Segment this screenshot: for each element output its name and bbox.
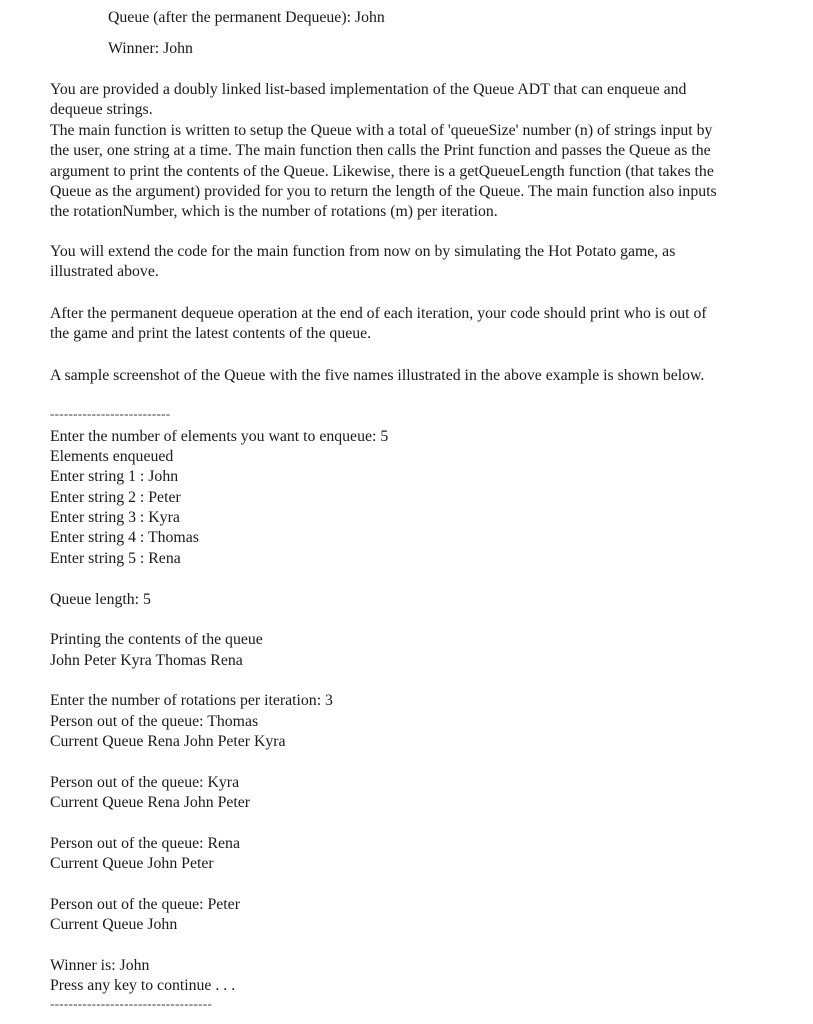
paragraph-line: illustrated above.: [50, 263, 159, 280]
separator-bottom: -----------------------------------: [50, 996, 213, 1011]
console-line: Enter string 2 : Peter: [50, 489, 181, 506]
console-line: Person out of the queue: Thomas: [50, 713, 259, 730]
paragraph-line: the user, one string at a time. The main function then calls the Print function and passes the Queue as the: [50, 142, 711, 159]
console-line: Enter the number of rotations per iteration: 3: [50, 692, 333, 709]
paragraph-line: The main function is written to setup the Queue with a total of 'queueSize' number (n) of strings input by: [50, 122, 713, 139]
console-line: Enter string 1 : John: [50, 468, 179, 485]
console-line: Person out of the queue: Kyra: [50, 774, 240, 791]
console-line: Queue length: 5: [50, 591, 151, 608]
paragraph-line: argument to print the contents of the Queue. Likewise, there is a getQueueLength function (that takes the: [50, 163, 714, 180]
console-line: Person out of the queue: Rena: [50, 835, 240, 852]
sample-intro-line: A sample screenshot of the Queue with the five names illustrated in the above example is shown below.: [50, 367, 705, 384]
console-line: John Peter Kyra Thomas Rena: [50, 652, 243, 669]
paragraph-line: You are provided a doubly linked list-based implementation of the Queue ADT that can enqueue and: [50, 81, 687, 98]
paragraph-line: After the permanent dequeue operation at the end of each iteration, your code should print who is out of: [50, 305, 707, 322]
separator-top: --------------------------: [50, 406, 171, 421]
console-line: Current Queue John: [50, 916, 178, 933]
console-line: Enter string 5 : Rena: [50, 550, 181, 567]
paragraph-line: the rotationNumber, which is the number of rotations (m) per iteration.: [50, 203, 498, 220]
paragraph-line: You will extend the code for the main function from now on by simulating the Hot Potato game, as: [50, 243, 676, 260]
console-line: Press any key to continue . . .: [50, 977, 236, 994]
paragraph-line: Queue as the argument) provided for you to return the length of the Queue. The main function also inputs: [50, 183, 717, 200]
console-line: Enter the number of elements you want to enqueue: 5: [50, 428, 389, 445]
console-line: Enter string 3 : Kyra: [50, 509, 180, 526]
winner-line: Winner: John: [108, 40, 193, 57]
paragraph-line: the game and print the latest contents of the queue.: [50, 325, 372, 342]
console-line: Winner is: John: [50, 957, 150, 974]
console-line: Enter string 4 : Thomas: [50, 529, 199, 546]
console-line: Current Queue John Peter: [50, 855, 214, 872]
paragraph-line: dequeue strings.: [50, 101, 153, 118]
console-line: Current Queue Rena John Peter Kyra: [50, 733, 286, 750]
console-line: Elements enqueued: [50, 448, 174, 465]
console-line: Current Queue Rena John Peter: [50, 794, 251, 811]
console-line: Person out of the queue: Peter: [50, 896, 240, 913]
queue-after-dequeue-line: Queue (after the permanent Dequeue): John: [108, 9, 385, 26]
console-line: Printing the contents of the queue: [50, 631, 263, 648]
